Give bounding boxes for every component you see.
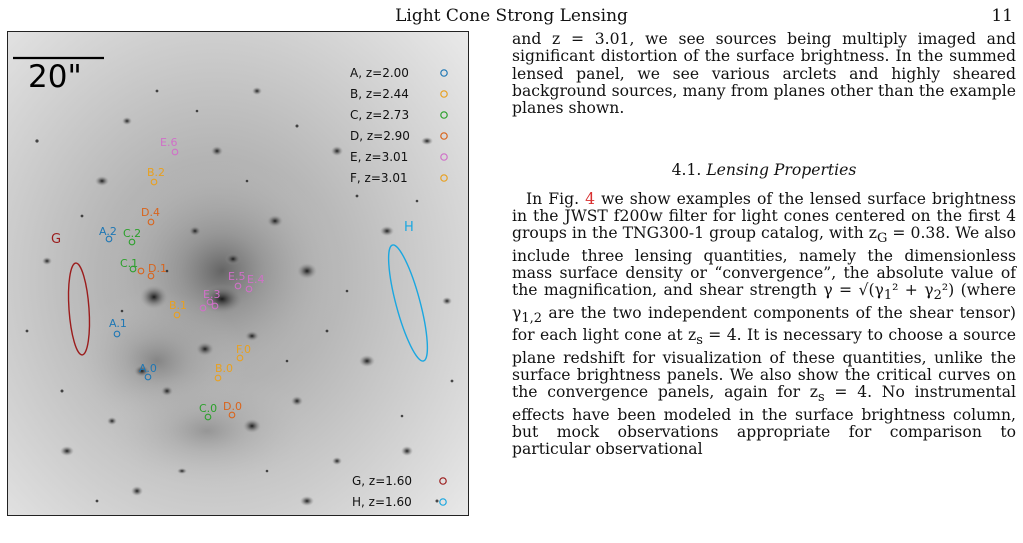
p2-text-h: = 4. No instrumental effects have been modeled in the surface brightness column, but mock observations appropriate for comparison to particular observational: [512, 383, 1016, 459]
legend-c: C, z=2.73: [350, 108, 410, 122]
label-a0: A.0: [139, 362, 157, 375]
label-b2: B.2: [147, 166, 166, 179]
p2-text-f: are the two independent components of the shear tensor) for each light cone at z: [512, 303, 1016, 345]
section-title: Lensing Properties: [706, 161, 857, 180]
paragraph-continued: and z = 3.01, we see sources being multiply imaged and significant distortion of the surface brightness. In the summed lensed panel, we see various arclets and highly sheared background sources, many from planes other than the example planes shown.: [512, 30, 1016, 118]
legend-d: D, z=2.90: [350, 129, 410, 143]
scale-bar-label: 20": [28, 59, 82, 95]
running-title: Light Cone Strong Lensing: [395, 6, 628, 26]
body-text-column: [512, 31, 1016, 458]
p2-text-d: ² + γ: [892, 281, 934, 300]
sub-s1: s: [696, 333, 703, 349]
label-c1: C.1: [120, 257, 139, 270]
legend-a: A, z=2.00: [350, 66, 409, 80]
sub-12: 1,2: [521, 310, 543, 326]
figure-svg: [7, 31, 469, 543]
label-f0: F.0: [236, 343, 252, 356]
label-c0: C.0: [199, 402, 218, 415]
label-b1: B.1: [169, 299, 188, 312]
sub-2: 2: [933, 288, 942, 304]
label-e5: E.5: [228, 270, 246, 283]
page-number: 11: [991, 6, 1013, 26]
label-e6: E.6: [160, 136, 178, 149]
p2-text-c: = 0.38. We also include three lensing quantities, namely the dimensionless mass surface density or “convergence”, the absolute value of the magnification, and shear strength γ = √(γ: [512, 224, 1016, 300]
figure-bottom-margin: [7, 516, 469, 543]
label-a1: A.1: [109, 317, 127, 330]
label-d0: D.0: [223, 400, 242, 413]
section-heading: [512, 162, 1016, 179]
p2-text-g: = 4. It is necessary to choose a source plane redshift for visualization of these quantities, unlike the surface brightness panels. We also show the critical curves on the convergence panels, again for z: [512, 326, 1017, 402]
paragraph-lensing-properties: [512, 191, 1016, 459]
legend-h: H, z=1.60: [352, 495, 412, 509]
sub-1: 1: [883, 288, 893, 304]
lensing-figure: [7, 31, 469, 543]
label-a2: A.2: [99, 225, 117, 238]
label-d4: D.4: [141, 206, 160, 219]
legend-g: G, z=1.60: [352, 474, 412, 488]
label-e3: E.3: [203, 288, 221, 301]
label-h: H: [404, 220, 414, 235]
label-g: G: [51, 232, 62, 247]
sub-g: G: [876, 231, 888, 247]
legend-f: F, z=3.01: [350, 171, 408, 185]
label-e4: E.4: [247, 273, 265, 286]
section-number: 4.1.: [671, 161, 702, 180]
figure-reference-link[interactable]: 4: [585, 189, 596, 208]
cluster-halo-lower: [97, 371, 317, 491]
legend-b: B, z=2.44: [350, 87, 409, 101]
p2-text-e: ²) (where γ: [512, 281, 1016, 322]
p2-text-a: In Fig.: [526, 189, 580, 208]
p2-text-b: we show examples of the lensed surface brightness in the JWST f200w filter for light cones centered on the first 4 groups in the TNG300-1 group catalog, with z: [512, 189, 1016, 243]
label-d1: D.1: [148, 262, 167, 275]
legend-e: E, z=3.01: [350, 150, 409, 164]
label-b0: B.0: [215, 362, 234, 375]
sub-s2: s: [818, 390, 825, 406]
label-c2: C.2: [123, 227, 142, 240]
